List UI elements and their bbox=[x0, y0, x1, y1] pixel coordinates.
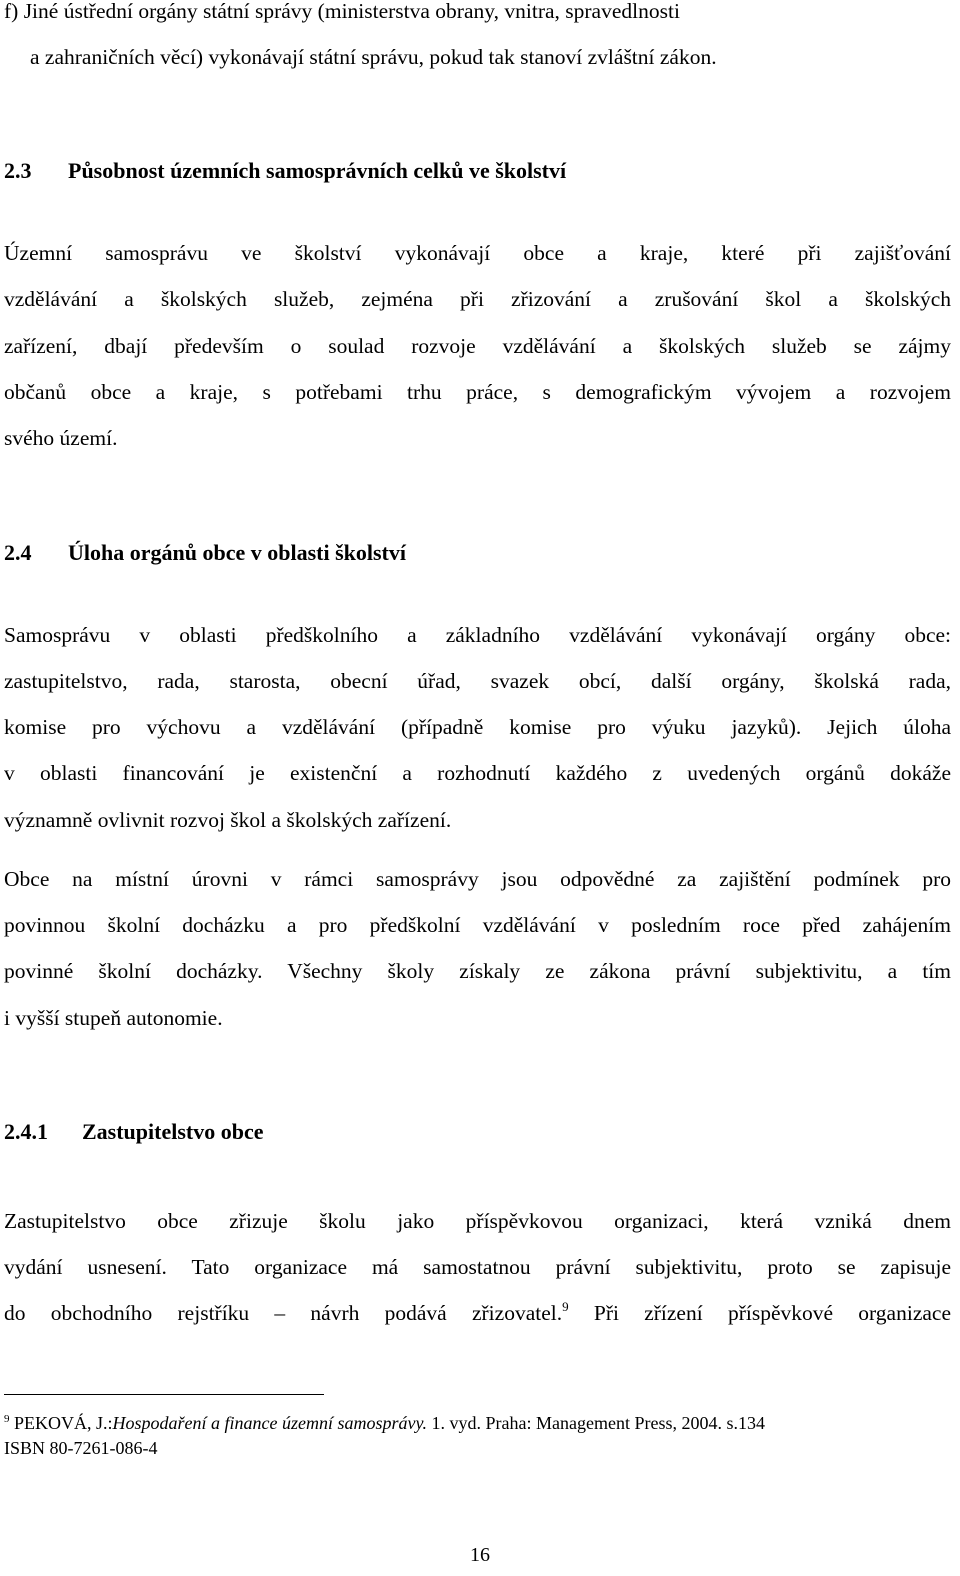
paragraph-line: občanů obce a kraje, s potřebami trhu práce, s demografickým vývojem a rozvojem bbox=[4, 380, 951, 404]
section-heading-2-3 bbox=[4, 158, 566, 184]
line-text: Při zřízení příspěvkové organizace bbox=[568, 1301, 951, 1325]
footnote-line bbox=[4, 1412, 765, 1437]
section-title: Zastupitelstvo obce bbox=[82, 1119, 264, 1144]
footnote-publication: 1. vyd. Praha: Management Press, 2004. s.134 bbox=[427, 1413, 765, 1433]
section-title: Úloha orgánů obce v oblasti školství bbox=[68, 540, 406, 565]
footnote-separator bbox=[4, 1394, 324, 1395]
paragraph-line: v oblasti financování je existenční a rozhodnutí každého z uvedených orgánů dokáže bbox=[4, 761, 951, 785]
paragraph-line: Územní samosprávu ve školství vykonávají obce a kraje, které při zajišťování bbox=[4, 241, 951, 265]
footnote-author: PEKOVÁ, J.: bbox=[9, 1413, 113, 1433]
paragraph-line: povinnou školní docházku a pro předškolní vzdělávání v posledním roce před zahájením bbox=[4, 913, 951, 937]
paragraph-line: povinné školní docházky. Všechny školy získaly ze zákona právní subjektivitu, a tím bbox=[4, 959, 951, 983]
paragraph-line: zastupitelstvo, rada, starosta, obecní úřad, svazek obcí, další orgány, školská rada, bbox=[4, 669, 951, 693]
paragraph-line: svého území. bbox=[4, 426, 118, 450]
paragraph-line: komise pro výchovu a vzdělávání (případně komise pro výuku jazyků). Jejich úloha bbox=[4, 715, 951, 739]
paragraph-line: zařízení, dbají především o soulad rozvoje vzdělávání a školských služeb se zájmy bbox=[4, 334, 951, 358]
paragraph-line: i vyšší stupeň autonomie. bbox=[4, 1006, 223, 1030]
section-number: 2.4 bbox=[4, 540, 32, 565]
footnote-title: Hospodaření a finance územní samosprávy. bbox=[112, 1413, 427, 1433]
section-heading-2-4-1 bbox=[4, 1119, 264, 1145]
list-item-f-line1: f) Jiné ústřední orgány státní správy (ministerstva obrany, vnitra, spravedlnosti bbox=[4, 0, 680, 23]
section-heading-2-4 bbox=[4, 540, 406, 566]
footnote-mark: 9 bbox=[4, 1413, 10, 1425]
footnote-isbn: ISBN 80-7261-086-4 bbox=[4, 1438, 158, 1458]
footnote-reference[interactable]: 9 bbox=[562, 1299, 569, 1314]
page-number: 16 bbox=[470, 1544, 490, 1566]
paragraph-line: významně ovlivnit rozvoj škol a školských zařízení. bbox=[4, 808, 452, 832]
paragraph-line: vydání usnesení. Tato organizace má samostatnou právní subjektivitu, proto se zapisuje bbox=[4, 1255, 951, 1279]
paragraph-line: Obce na místní úrovni v rámci samosprávy jsou odpovědné za zajištění podmínek pro bbox=[4, 867, 951, 891]
section-number: 2.4.1 bbox=[4, 1119, 48, 1144]
section-number: 2.3 bbox=[4, 158, 32, 183]
line-text: do obchodního rejstříku – návrh podává zřizovatel. bbox=[4, 1301, 563, 1325]
paragraph-line: Zastupitelstvo obce zřizuje školu jako příspěvkovou organizaci, která vzniká dnem bbox=[4, 1209, 951, 1233]
paragraph-line: Samosprávu v oblasti předškolního a základního vzdělávání vykonávají orgány obce: bbox=[4, 623, 951, 647]
paragraph-line-with-footnote bbox=[4, 1300, 951, 1329]
paragraph-line: vzdělávání a školských služeb, zejména při zřizování a zrušování škol a školských bbox=[4, 287, 951, 311]
list-item-f-line2: a zahraničních věcí) vykonávají státní správu, pokud tak stanoví zvláštní zákon. bbox=[30, 45, 717, 69]
section-title: Působnost územních samosprávních celků ve školství bbox=[68, 158, 567, 183]
